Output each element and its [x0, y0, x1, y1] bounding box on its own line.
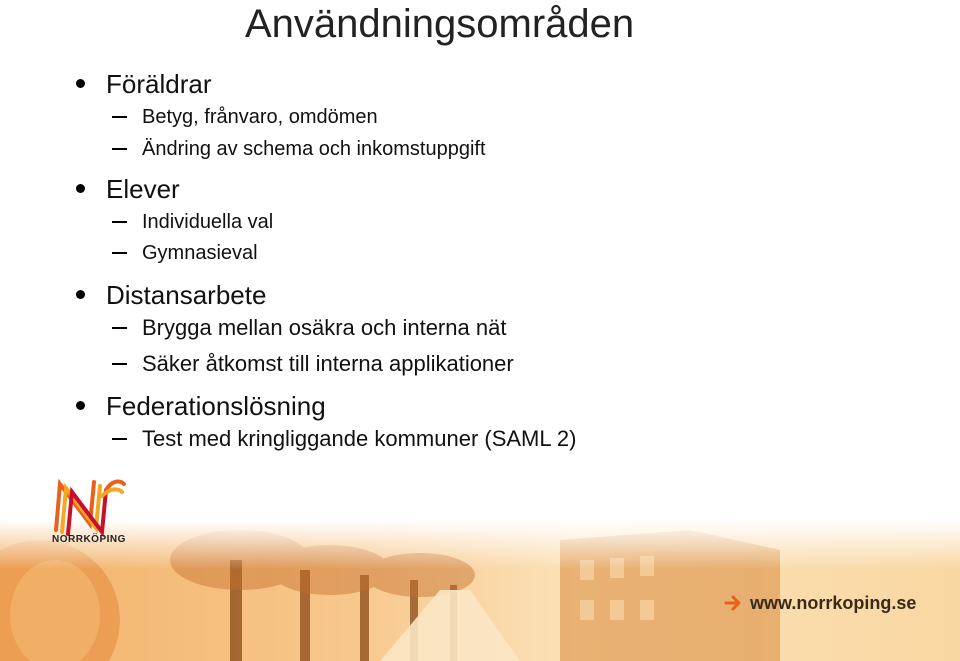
dash-marker — [112, 148, 127, 150]
bullet-label: Federationslösning — [106, 391, 326, 421]
bullet-label: Elever — [106, 174, 180, 204]
dash-marker — [112, 438, 127, 440]
sub-bullet-label: Säker åtkomst till interna applikationer — [142, 351, 514, 376]
sub-bullet — [142, 240, 258, 266]
dash-marker — [112, 116, 127, 118]
bullet-dot — [76, 79, 85, 88]
sub-bullet — [142, 209, 273, 235]
sub-bullet-label: Brygga mellan osäkra och interna nät — [142, 315, 507, 340]
bullet-dot — [76, 290, 85, 299]
sub-bullet — [142, 351, 514, 377]
sub-bullet — [142, 104, 378, 130]
bullet-label: Distansarbete — [106, 280, 267, 310]
dash-marker — [112, 252, 127, 254]
dash-marker — [112, 327, 127, 329]
sub-bullet-label: Ändring av schema och inkomstuppgift — [142, 138, 486, 160]
sub-bullet — [142, 426, 576, 452]
bullet-dot — [76, 401, 85, 410]
sub-bullet-label: Test med kringliggande kommuner (SAML 2) — [142, 426, 577, 451]
sub-bullet-label: Betyg, frånvaro, omdömen — [142, 106, 378, 128]
sub-bullet — [142, 315, 506, 341]
website-url[interactable]: www.norrkoping.se — [750, 592, 917, 613]
website-link[interactable] — [724, 590, 916, 616]
dash-marker — [112, 363, 127, 365]
bullet-foraldrar — [106, 68, 211, 100]
sub-bullet-label: Individuella val — [142, 211, 274, 233]
dash-marker — [112, 221, 127, 223]
slide-title: Användningsområden — [245, 2, 635, 46]
bullet-distansarbete — [106, 279, 266, 311]
bullet-elever — [106, 173, 180, 205]
arrow-right-icon — [724, 594, 742, 612]
bullet-federationslosning — [106, 390, 326, 422]
logo-wordmark: NORRKÖPING — [52, 534, 126, 545]
sub-bullet — [142, 136, 486, 162]
sub-bullet-label: Gymnasieval — [142, 242, 258, 264]
bullet-dot — [76, 184, 85, 193]
bullet-label: Föräldrar — [106, 69, 212, 99]
